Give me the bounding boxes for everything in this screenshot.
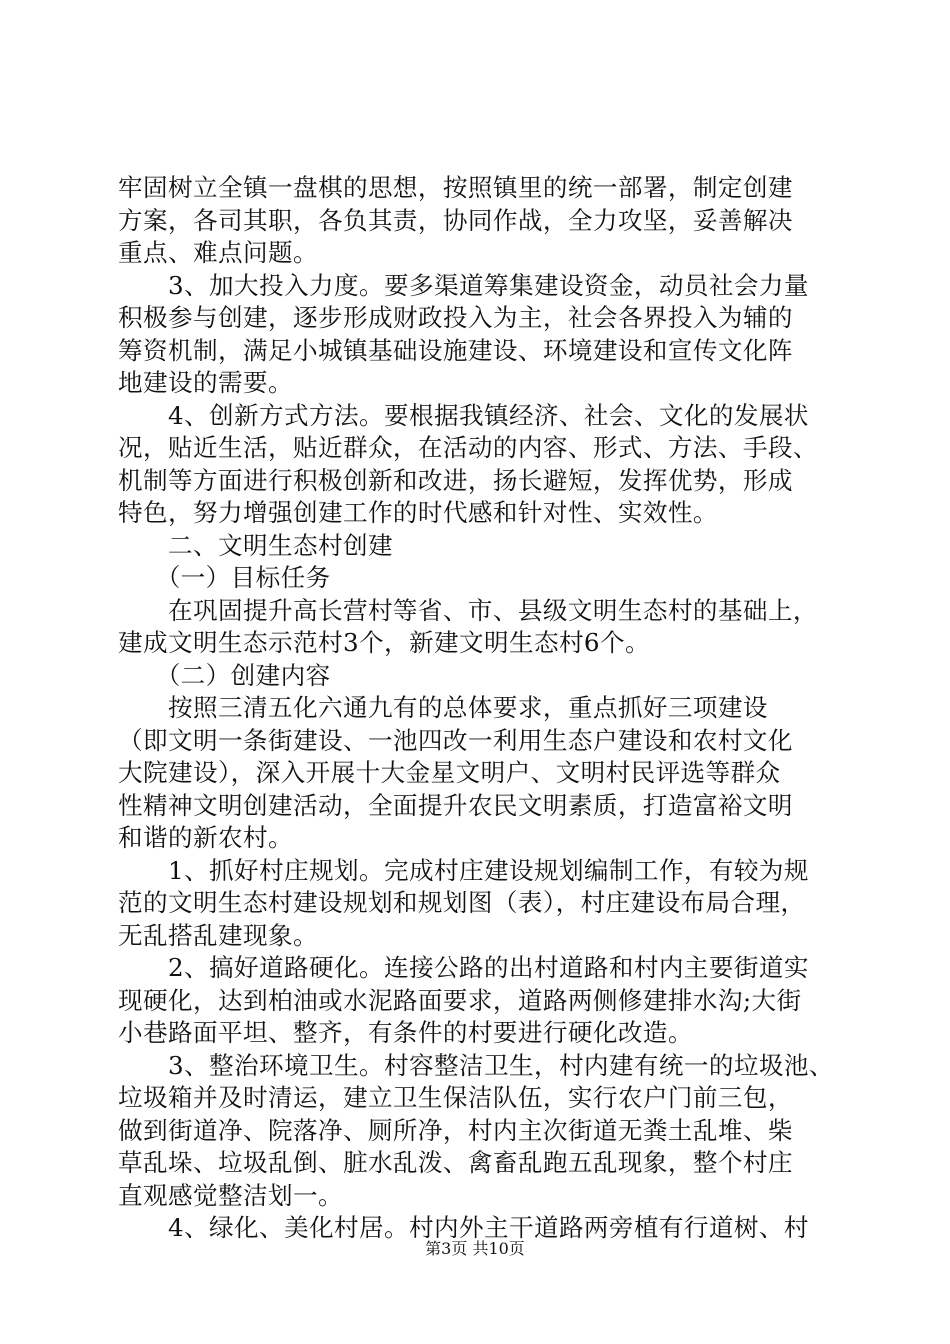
text-line: 机制等方面进行积极创新和改进，扬长避短，发挥优势，形成 [118,465,793,495]
text-line: 3、整治环境卫生。村容整洁卫生，村内建有统一的垃圾池、 [118,1050,834,1080]
text-line: 无乱搭乱建现象。 [118,920,318,950]
text-line: 筹资机制，满足小城镇基础设施建设、环境建设和宣传文化阵 [118,335,793,365]
text-line: 性精神文明创建活动，全面提升农民文明素质，打造富裕文明 [118,790,793,820]
text-line: 2、搞好道路硬化。连接公路的出村道路和村内主要街道实 [118,953,809,982]
text-line: 重点、难点问题。 [118,238,318,267]
text-line: 大院建设），深入开展十大金星文明户、文明村民评选等群众 [118,758,781,787]
text-line: （即文明一条街建设、一池四改一利用生态户建设和农村文化 [118,725,793,755]
text-line: 4、创新方式方法。要根据我镇经济、社会、文化的发展状 [118,400,809,430]
text-line: 3、加大投入力度。要多渠道筹集建设资金，动员社会力量 [118,270,809,300]
text-line: 牢固树立全镇一盘棋的思想，按照镇里的统一部署，制定创建 [118,173,793,202]
text-line: 况，贴近生活，贴近群众，在活动的内容、形式、方法、手段、 [118,433,818,462]
text-line: 积极参与创建，逐步形成财政投入为主，社会各界投入为辅的 [118,303,793,332]
text-line: 4、绿化、美化村居。村内外主干道路两旁植有行道树、村 [118,1213,809,1242]
text-line: 二、文明生态村创建 [118,530,393,560]
text-line: 地建设的需要。 [118,368,293,397]
text-line: 按照三清五化六通九有的总体要求，重点抓好三项建设 [118,693,768,722]
text-line: 建成文明生态示范村3个，新建文明生态村6个。 [118,628,650,657]
text-line: 现硬化，达到柏油或水泥路面要求，道路两侧修建排水沟;大街 [118,985,802,1015]
text-line: 和谐的新农村。 [118,823,293,852]
text-line: 草乱垛、垃圾乱倒、脏水乱泼、禽畜乱跑五乱现象，整个村庄 [118,1148,793,1177]
text-line: 方案，各司其职，各负其责，协同作战，全力攻坚，妥善解决 [118,205,793,235]
text-line: 小巷路面平坦、整齐，有条件的村要进行硬化改造。 [118,1018,693,1047]
text-line: 垃圾箱并及时清运，建立卫生保洁队伍，实行农户门前三包， [118,1083,793,1112]
text-line: 做到街道净、院落净、厕所净，村内主次街道无粪土乱堆、柴 [118,1115,793,1145]
text-line: 范的文明生态村建设规划和规划图（表），村庄建设布局合理， [118,888,806,917]
text-line: 1、抓好村庄规划。完成村庄建设规划编制工作，有较为规 [118,855,809,885]
text-line: 在巩固提升高长营村等省、市、县级文明生态村的基础上， [118,595,818,625]
text-line: （二）创建内容 [118,660,331,690]
text-line: 特色，努力增强创建工作的时代感和针对性、实效性。 [118,498,718,527]
page-footer: 第3页 共10页 [425,1239,525,1258]
text-line: 直观感觉整洁划一。 [118,1180,343,1210]
text-line: （一）目标任务 [118,563,331,592]
